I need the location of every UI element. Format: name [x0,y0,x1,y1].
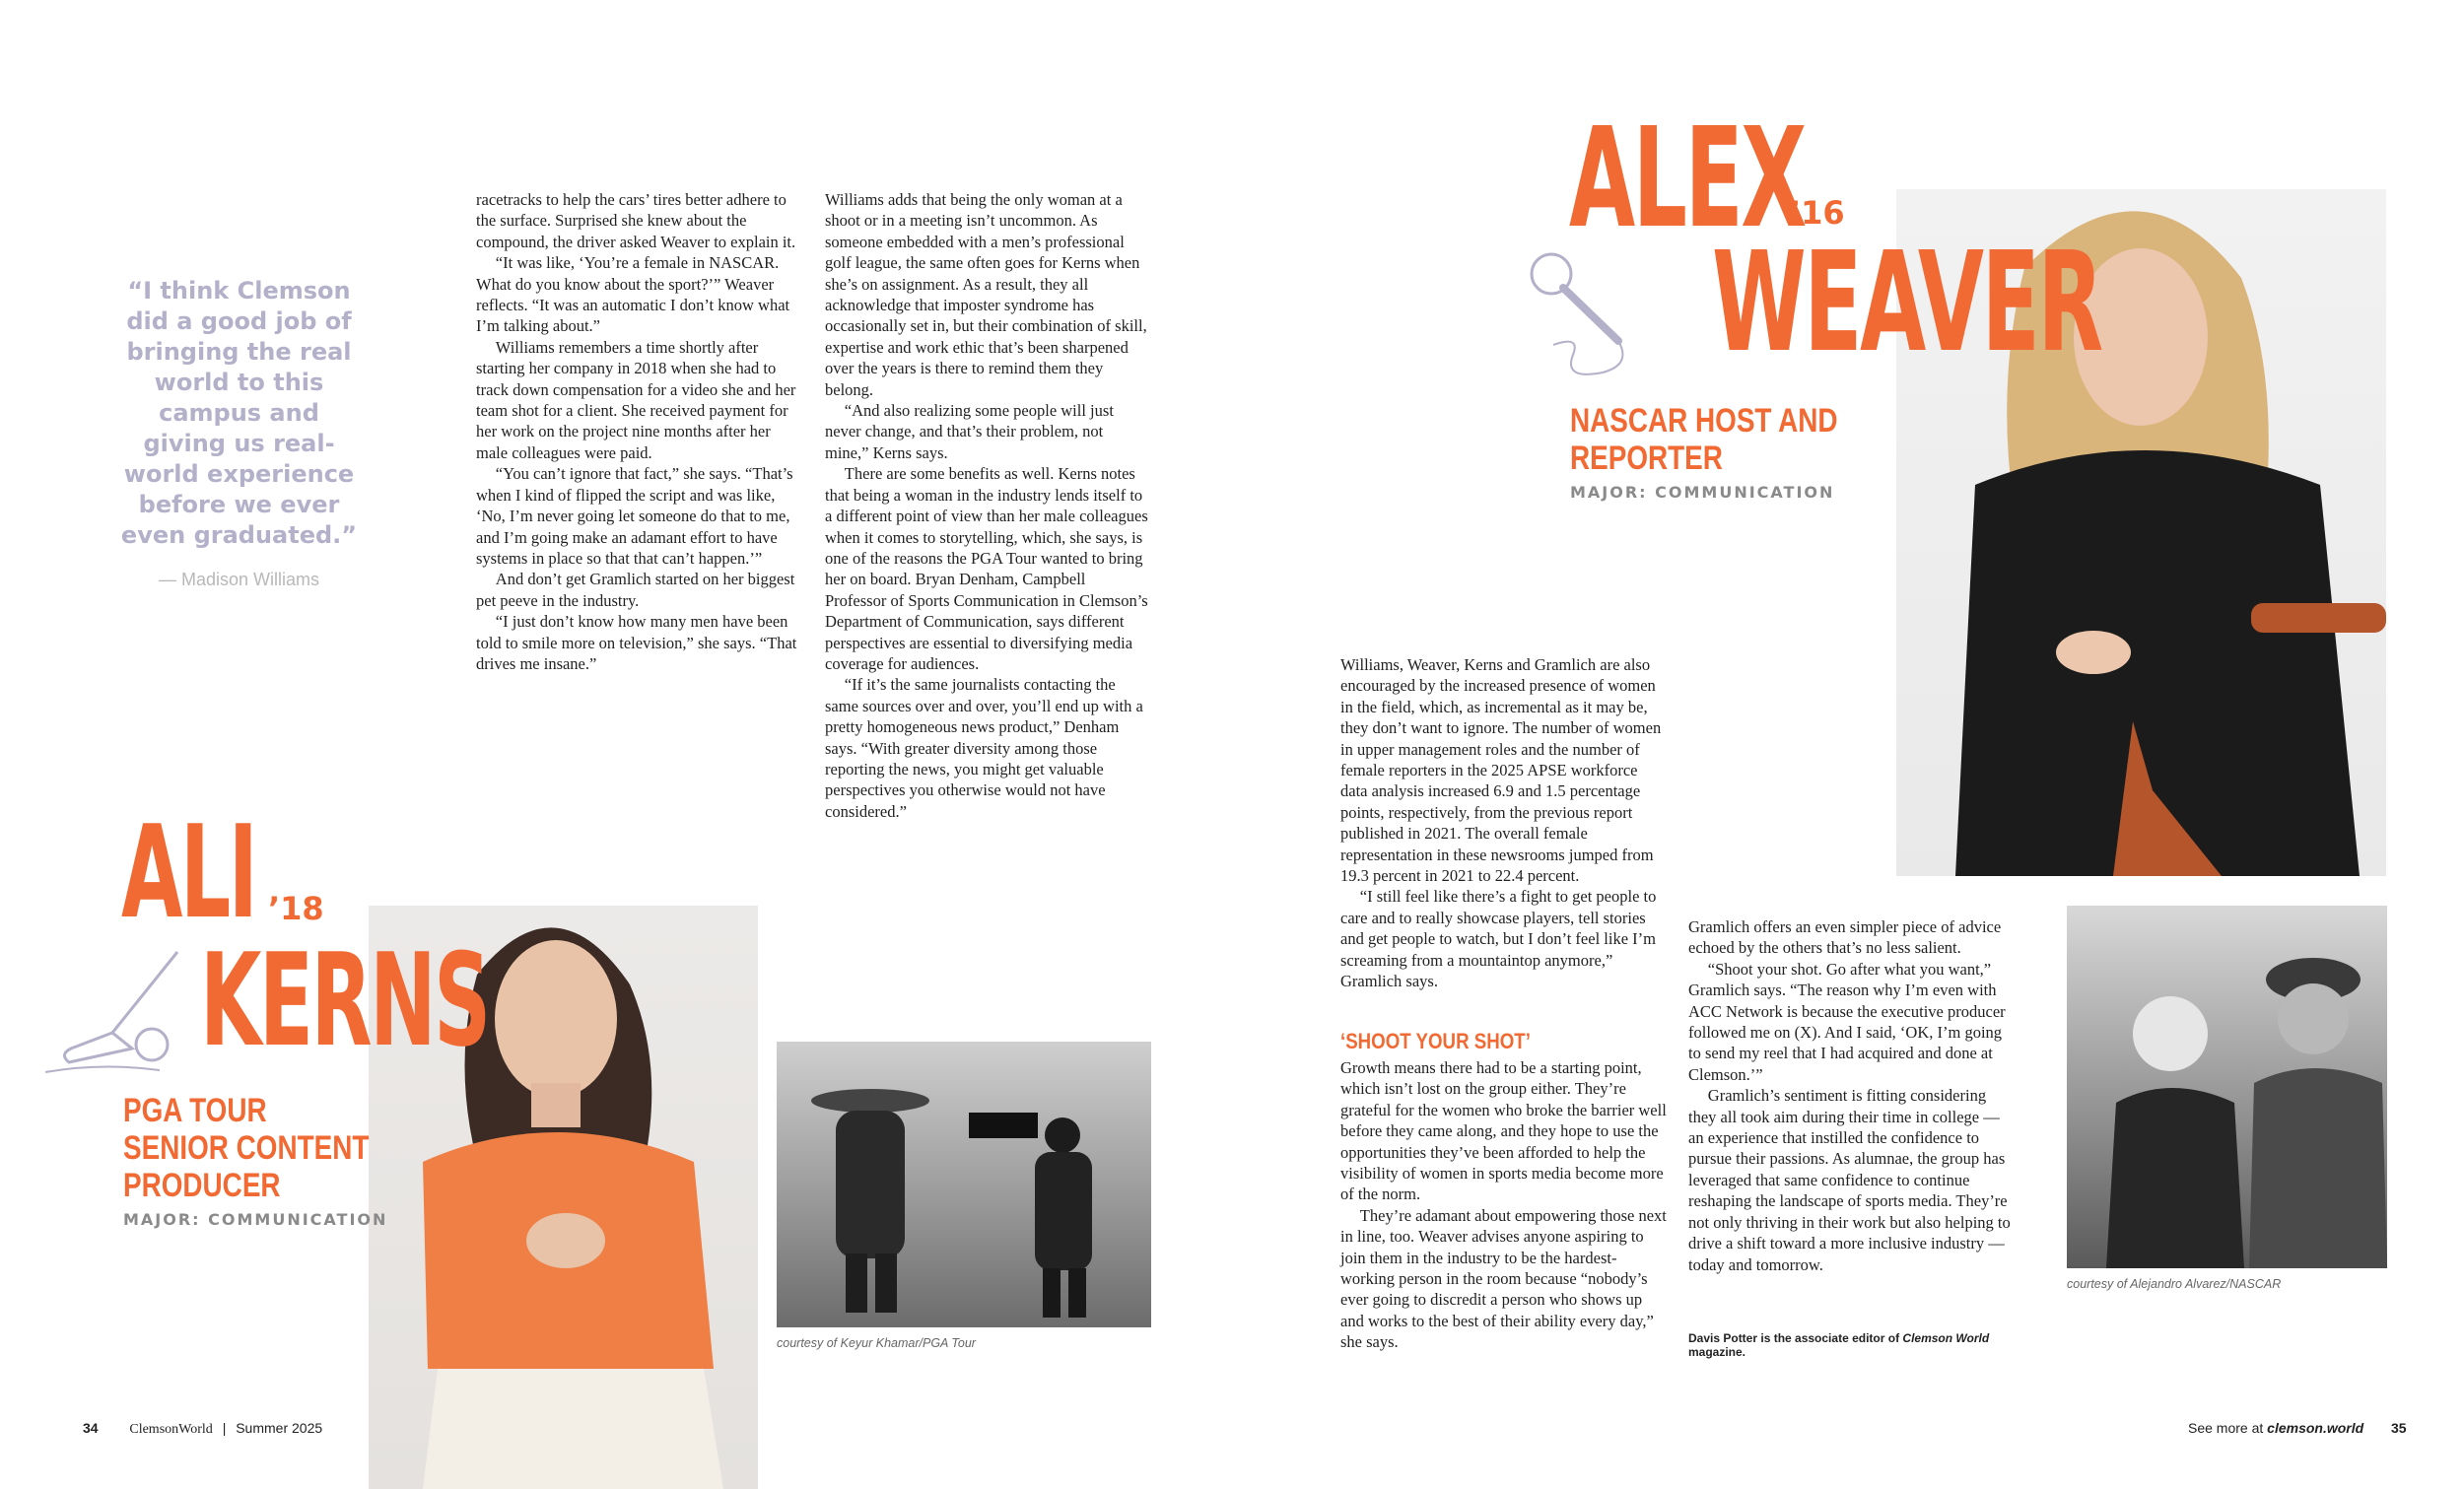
golf-club-icon [41,946,189,1079]
ali-major: MAJOR: COMMUNICATION [123,1210,388,1229]
paragraph: Williams, Weaver, Kerns and Gramlich are also encouraged by the increased presence of women in the field, which, as incremental as it may be, they don’t want to ignore. The number of women in upper management roles and the number of female reporters in the 2025 APSE workforce data analysis increased 6.9 and 1.5 percentage points, respectively, from the previous report published in 2021. The overall female representation in these newsrooms jumped from 19.3 percent in 2021 to 22.4 percent. [1340,655,1662,886]
body-column-1 [476,189,798,674]
paragraph: “If it’s the same journalists contacting the same sources over and over, you’ll end up with a pretty homogeneous news product,” Denham says. “With greater diversity among those reporting the news, you might get valuable perspectives you otherwise would not have considered.” [825,675,1143,821]
paragraph: “I just don’t know how many men have been told to smile more on television,” she says. “That drives me insane.” [476,612,797,673]
pga-tour-scene [777,1042,1151,1327]
body-column-3b [1340,1057,1668,1353]
paragraph: “It was like, ‘You’re a female in NASCAR. What do you know about the sport?’” Weaver reflects. “It was an automatic I don’t know what I’m talking about.” [476,253,790,336]
pga-photo-caption: courtesy of Keyur Khamar/PGA Tour [777,1336,976,1350]
alex-class-year: ’16 [1789,194,1845,232]
paragraph: Gramlich offers an even simpler piece of advice echoed by the others that’s no less salient. [1688,917,2002,958]
pull-quote-attribution: — Madison Williams [158,570,320,589]
paragraph: They’re adamant about empowering those next in line, too. Weaver advises anyone aspiring to join them in the industry to be the hardest-working person in the room because “nobody’s ever going to discredit a person who shows up and works to the best of their ability every day,” she says. [1340,1205,1667,1352]
footer-right: See more at clemson.world 35 [2188,1420,2407,1436]
ali-role: PGA TOUR SENIOR CONTENT PRODUCER [123,1092,370,1204]
pull-quote: “I think Clemson did a good job of bringing the real world to this campus and giving us real-world experience before we ever even graduated.” [120,277,358,549]
paragraph: “I still feel like there’s a fight to get people to care and to really showcase players, tell stories and get people to watch, but I don’t feel like I’m screaming from a mountaintop anymore,” Gramlich says. [1340,887,1657,991]
paragraph: “Shoot your shot. Go after what you want,” Gramlich says. “The reason why I’m even with ACC Network is because the executive producer followed me on (X). And I said, ‘OK, I’m going to send my reel that I had acquired and done at Clemson.’” [1688,959,2006,1084]
website-link[interactable]: clemson.world [2267,1420,2364,1436]
paragraph: “And also realizing some people will just never change, and that’s their problem, not mine,” Kerns says. [825,401,1114,462]
body-column-3a [1340,654,1668,992]
brand-name: ClemsonWorld [129,1422,213,1437]
footer-left [83,1420,322,1438]
paragraph: “You can’t ignore that fact,” she says. “That’s when I kind of flipped the script and was like, ‘No, I’m never going let someone do that to me, and I’m going make an adamant effort to have systems in place so that that can’t happen.’” [476,464,793,568]
microphone-icon [1524,246,1642,384]
body-column-4 [1688,916,2014,1275]
page-number-left: 34 [83,1420,99,1436]
ali-first-name: ALI [121,797,256,947]
paragraph: And don’t get Gramlich started on her biggest pet peeve in the industry. [476,570,795,610]
alex-last-name: WEAVER [1712,223,2101,383]
section-subhead: ‘SHOOT YOUR SHOT’ [1340,1029,1531,1053]
nascar-photo [2067,906,2387,1268]
ali-last-name: KERNS [200,925,489,1075]
page-number-right: 35 [2390,1420,2407,1436]
pga-tour-photo [777,1042,1151,1327]
footer-separator: | [222,1420,227,1436]
body-column-2 [825,189,1150,822]
author-bio: Davis Potter is the associate editor of Clemson World magazine. [1688,1331,1990,1359]
alex-role: NASCAR HOST AND REPORTER [1570,402,1838,477]
paragraph: There are some benefits as well. Kerns notes that being a woman in the industry lends itself to a different point of view than her male colleagues when it comes to storytelling, which, she says, is one of the reasons the PGA Tour wanted to bring her on board. Bryan Denham, Campbell Professor of Sports Communication in Clemson’s Department of Communication, says different perspectives are essential to diversifying media coverage for audiences. [825,464,1148,673]
paragraph: racetracks to help the cars’ tires better adhere to the surface. Surprised she knew about the compound, the driver asked Weaver to explain it. [476,190,796,251]
nascar-scene [2067,906,2387,1268]
issue-label: Summer 2025 [236,1420,323,1436]
nascar-photo-caption: courtesy of Alejandro Alvarez/NASCAR [2067,1277,2282,1291]
ali-class-year: ’18 [268,890,324,927]
paragraph: Williams adds that being the only woman at a shoot or in a meeting isn’t uncommon. As someone embedded with a men’s professional golf league, the same often goes for Kerns when she’s on assignment. As a result, they all acknowledge that imposter syndrome has occasionally set in, but their combination of skill, expertise and work ethic that’s been sharpened over the years is there to remind them they belong. [825,190,1147,399]
paragraph: Gramlich’s sentiment is fitting considering they all took aim during their time in college — an experience that instilled the confidence to pursue their passions. As alumnae, the group has leveraged that same confidence to continue reshaping the landscape of sports media. They’re not only thriving in their work but also helping to drive a shift toward a more inclusive industry — today and tomorrow. [1688,1086,2011,1274]
alex-major: MAJOR: COMMUNICATION [1570,483,1835,502]
alex-first-name: ALEX [1569,99,1805,259]
paragraph: Growth means there had to be a starting point, which isn’t lost on the group either. They’re grateful for the women who broke the barrier well before they came along, and they hope to use the opportunities they’ve been afforded to help the visibility of women in sports media become more of the norm. [1340,1058,1667,1204]
paragraph: Williams remembers a time shortly after starting her company in 2018 when she had to track down compensation for a video she and her team shot for a client. She received payment for her work on the project nine months after her male colleagues were paid. [476,337,796,462]
